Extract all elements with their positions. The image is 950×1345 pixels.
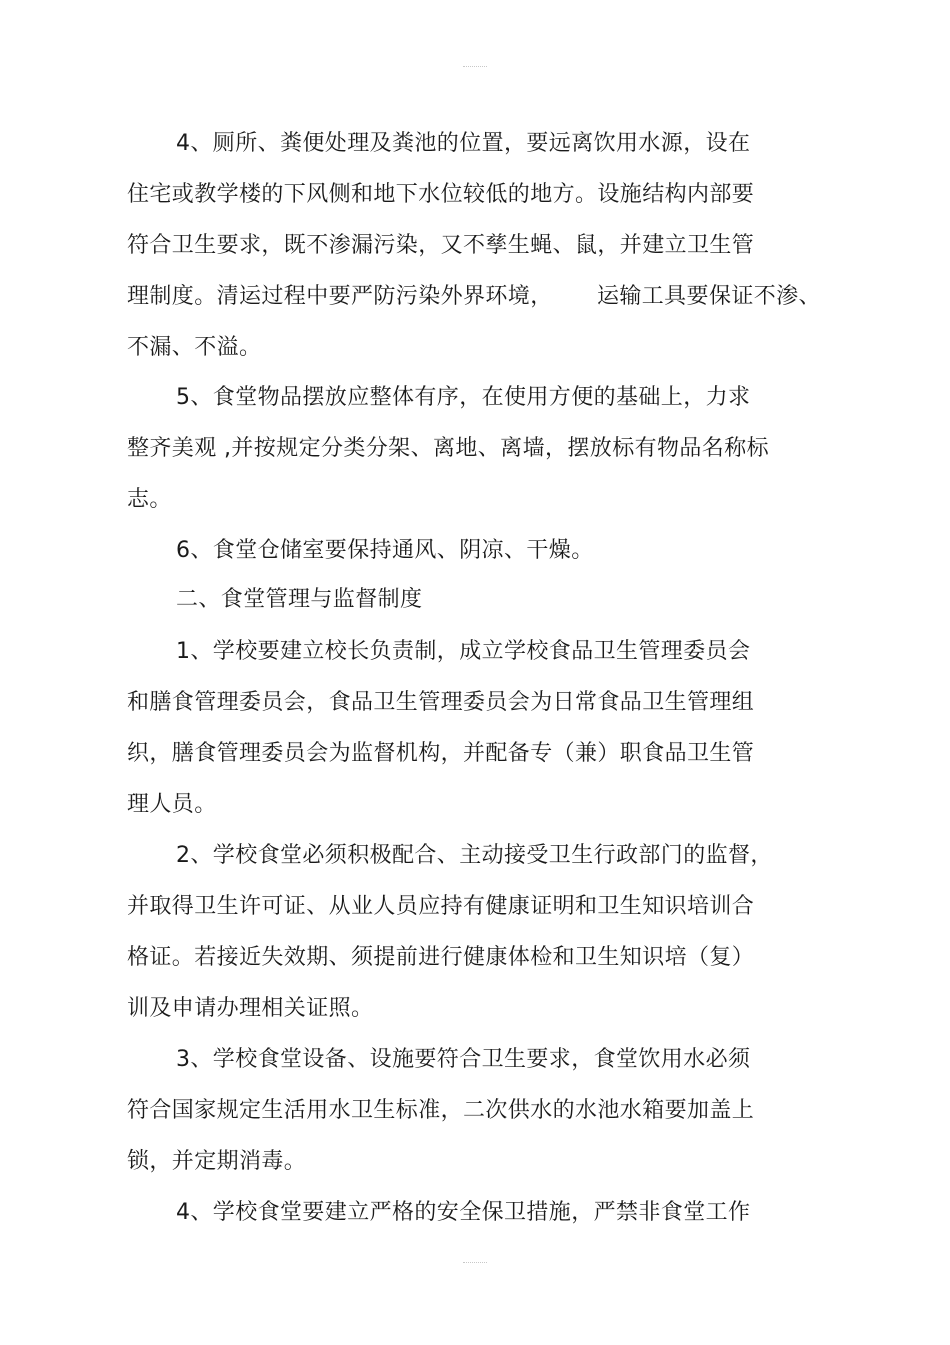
text-line: 符合卫生要求，既不渗漏污染，又不孳生蝇、鼠，并建立卫生管	[127, 233, 755, 258]
text-line: 住宅或教学楼的下风侧和地下水位较低的地方。设施结构内部要	[127, 182, 755, 207]
text-line: 整齐美观 ,并按规定分类分架、离地、离墙，摆放标有物品名称标	[127, 436, 769, 461]
text-line: 1、学校要建立校长负责制，成立学校食品卫生管理委员会	[176, 639, 751, 664]
text-line: 志。	[127, 487, 172, 512]
text-line: 理人员。	[127, 792, 217, 817]
text-line: 2、学校食堂必须积极配合、主动接受卫生行政部门的监督，	[176, 843, 773, 868]
text-line: 4、学校食堂要建立严格的安全保卫措施，严禁非食堂工作	[176, 1200, 751, 1225]
text-line: 格证。若接近失效期、须提前进行健康体检和卫生知识培（复）	[127, 945, 755, 970]
text-line: 织，膳食管理委员会为监督机构，并配备专（兼）职食品卫生管	[127, 741, 755, 766]
footer-mark	[463, 1262, 487, 1265]
text-line: 5、食堂物品摆放应整体有序，在使用方便的基础上，力求	[176, 385, 751, 410]
text-line: 理制度。清运过程中要严防污染外界环境， 运输工具要保证不渗、	[127, 284, 821, 309]
header-mark	[463, 66, 487, 69]
text-line: 符合国家规定生活用水卫生标准，二次供水的水池水箱要加盖上	[127, 1098, 755, 1123]
text-line: 训及申请办理相关证照。	[127, 996, 374, 1021]
text-line: 和膳食管理委员会，食品卫生管理委员会为日常食品卫生管理组	[127, 690, 755, 715]
text-line: 并取得卫生许可证、从业人员应持有健康证明和卫生知识培训合	[127, 894, 755, 919]
text-line: 6、食堂仓储室要保持通风、阴凉、干燥。	[176, 538, 594, 563]
text-line: 3、学校食堂设备、设施要符合卫生要求，食堂饮用水必须	[176, 1047, 751, 1072]
section-heading: 二、食堂管理与监督制度	[176, 587, 423, 612]
text-line: 锁，并定期消毒。	[127, 1149, 307, 1174]
text-line: 不漏、不溢。	[127, 335, 262, 360]
text-line: 4、厕所、粪便处理及粪池的位置，要远离饮用水源，设在	[176, 131, 751, 156]
